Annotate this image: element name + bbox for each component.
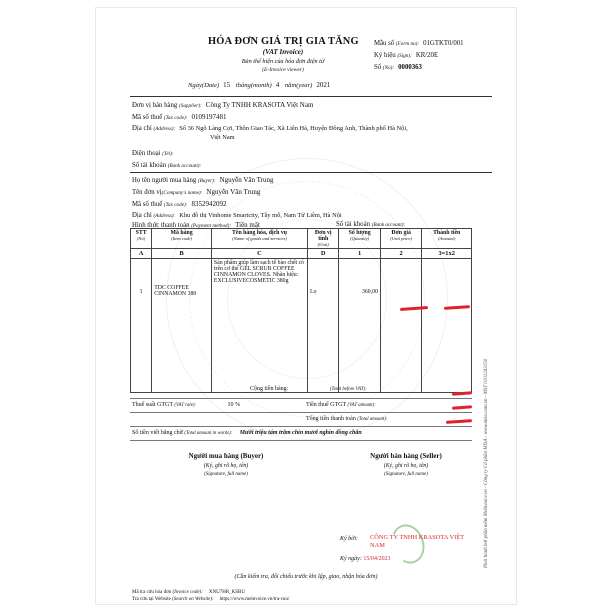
col-amount: Thành tiền (Amount) <box>422 229 472 249</box>
table-header-row <box>131 229 472 249</box>
viewer-note-en: (E-Invoice viewer) <box>262 67 304 73</box>
redaction-mark <box>452 405 472 409</box>
items-table <box>130 228 472 393</box>
seller-signature-note: (Ký, ghi rõ họ, tên) <box>383 463 429 469</box>
seller-bank: Số tài khoản (Bank account): <box>132 162 202 169</box>
signed-by: Ký bởi: <box>340 536 359 542</box>
invoice-number: Số (No): 0000363 <box>374 64 422 71</box>
invoice-title: HÓA ĐƠN GIÁ TRỊ GIA TĂNG <box>208 36 359 47</box>
buyer-name: Họ tên người mua hàng (Buyer): Nguyễn Văn Trung <box>132 176 274 184</box>
viewer-note: Bản thể hiện của hóa đơn điện tử <box>241 58 325 65</box>
col-price: Đơn giá (Unit price) <box>380 229 421 249</box>
seller-address-line2: Việt Nam <box>210 134 235 141</box>
total-amount-label: Tổng tiền thanh toán (Total amount): <box>306 416 388 422</box>
buyer-tax: Mã số thuế (Tax code): 8352942092 <box>132 200 227 208</box>
seller-signature-note-en: (Signature, full name) <box>384 472 428 477</box>
invoice-lookup-site: Tra cứu tại Website (Search on Website): https://www.meinvoice.vn/tra-cuu/ <box>132 597 290 602</box>
seller-name: Đơn vị bán hàng (Supplier): Công Ty TNHH KRASOTA Việt Nam <box>132 101 314 109</box>
row-unit: Lọ <box>308 259 339 393</box>
signed-date: Ký ngày: 15/04/2021 <box>340 556 391 562</box>
table-letter-row: A B C D 1 2 3=1x2 <box>131 249 472 259</box>
seller-tax: Mã số thuế (Tax code): 0109197481 <box>132 113 227 121</box>
divider <box>130 172 492 173</box>
divider <box>130 398 472 399</box>
invoice-date: Ngày(Date) 15 tháng(month) 4 năm(year) 2021 <box>188 81 331 89</box>
redaction-mark <box>446 419 472 424</box>
check-note: (Cần kiểm tra, đối chiếu trước khi lập, giao, nhận hóa đơn) <box>234 574 378 580</box>
seller-signature-title: Người bán hàng (Seller) <box>370 452 442 460</box>
amount-in-words: Số tiền viết bằng chữ (Total amount in words): Mười triệu tám trăm chín mươi nghìn đồng chẵn <box>132 430 362 436</box>
col-unit: Đơn vị tính (Unit) <box>308 229 339 249</box>
subtotal-label: Cộng tiền hàng: (Total before VAT): <box>250 386 367 392</box>
payment-method: Hình thức thanh toán (Payment method): Tiền mặt <box>132 221 260 229</box>
row-no: 1 <box>131 259 152 393</box>
row-price <box>380 259 421 393</box>
divider <box>130 96 492 97</box>
buyer-company: Tên đơn vị(Company's name): Nguyễn Văn Trung <box>132 188 261 196</box>
invoice-page <box>96 8 516 604</box>
col-name: Tên hàng hóa, dịch vụ (Name of goods and services) <box>211 229 307 249</box>
row-name: Sản phẩm giúp làm sạch tế bào chết có trên cơ thể GEL SCRUB COFFEE CINNAMON CLOVES. Nhãn hiệu: EXCLUSIVECOSMETIC 380g <box>211 259 307 393</box>
invoice-sign: Ký hiệu (Sign): KR/20E <box>374 52 439 59</box>
buyer-signature-note: (Ký, ghi rõ họ, tên) <box>203 463 249 469</box>
buyer-signature-note-en: (Signature, full name) <box>204 472 248 477</box>
table-row <box>131 259 472 393</box>
software-credit: Phát hành bởi phần mềm MeInvoice.vn - Công ty Cổ phần MISA - www.misa.com.vn - MST 0101243150 <box>484 358 489 568</box>
signed-by-company: CÔNG TY TNHH KRASOTA VIỆT NAM <box>370 534 464 549</box>
divider <box>130 412 472 413</box>
form-number: Mẫu số (Form no): 01GTKT0/001 <box>374 40 464 47</box>
divider <box>130 426 472 427</box>
vat-amount-label: Tiền thuế GTGT (VAT amount): <box>306 402 376 408</box>
row-code: TDC COFFEE CINNAMON 380 <box>152 259 212 393</box>
seller-phone: Điện thoại (Tel): <box>132 150 174 157</box>
col-no: STT (No) <box>131 229 152 249</box>
row-qty: 360,00 <box>339 259 380 393</box>
buyer-signature-title: Người mua hàng (Buyer) <box>188 452 264 460</box>
col-code: Mã hàng (Item code) <box>152 229 212 249</box>
divider <box>130 440 472 441</box>
invoice-subtitle: (VAT Invoice) <box>262 48 304 56</box>
vat-rate: Thuế suất GTGT (VAT rate): 10 % <box>132 402 241 408</box>
seller-address: Địa chỉ (Address): Số 36 Ngõ Láng Cợi, Thôn Giao Tác, Xã Liên Hà, Huyện Đông Anh, Thành phố Hà Nội, <box>132 125 408 132</box>
buyer-bank: Số tài khoản (Bank account): <box>336 221 406 228</box>
col-qty: Số lượng (Quantity) <box>339 229 380 249</box>
redaction-mark <box>452 391 472 395</box>
buyer-address: Địa chỉ (Address): Khu đô thị Vinhome Smartcity, Tây mỗ, Nam Từ Liêm, Hà Nội <box>132 212 342 219</box>
row-amount <box>422 259 472 393</box>
invoice-lookup-code: Mã tra cứu hóa đơn (Invoice code): XNU7HR_KSBU <box>132 590 246 595</box>
